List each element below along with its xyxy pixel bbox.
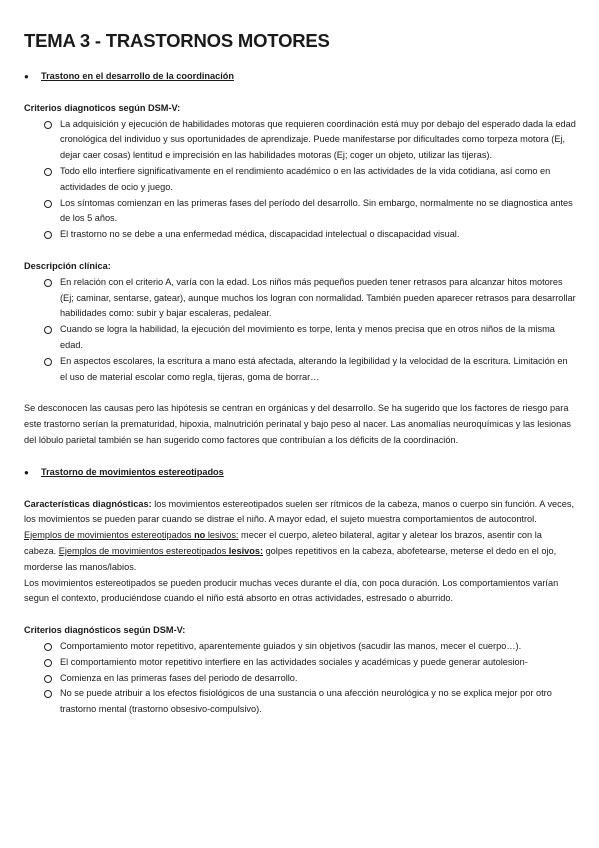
criteria-heading: Criterios diagnoticos según DSM-V: xyxy=(24,102,181,113)
lesive-label xyxy=(59,546,263,556)
list-item: El comportamiento motor repetitivo interfiere en las actividades sociales y académicas y puede generar autolesion- xyxy=(24,655,576,671)
nonlesive-text: mecer el cuerpo, aleteo bilateral, agitar y aletear los brazos, asentir con la cabeza. xyxy=(24,530,542,556)
criteria2-list xyxy=(24,639,576,718)
clinical-heading: Descripción clínica: xyxy=(24,260,111,271)
causes-paragraph: Se desconocen las causas pero las hipótesis se centran en orgánicas y del desarrollo. Se ha sugerido que los factores de riesgo para este trastorno serían la prematuridad, hipoxia, malnutrición perinatal y bajo peso al nacer. Las anomalías neuroquímicas y las lesionas del lóbulo parietal también se han sugerido como factores que contribuían a los déficits de la coordinación. xyxy=(24,403,571,445)
nonlesive-label-a: Ejemplos de movimientos estereotipados xyxy=(24,530,195,541)
nonlesive-label xyxy=(24,530,239,540)
bullet-dot-icon: ● xyxy=(24,467,29,477)
list-item: Cuando se logra la habilidad, la ejecución del movimiento es torpe, lenta y menos precisa que en otros niños de la misma edad. xyxy=(24,322,576,354)
list-item: El trastorno no se debe a una enfermedad médica, discapacidad intelectual o discapacidad visual. xyxy=(24,227,576,243)
lesive-text: golpes repetitivos en la cabeza, abofetearse, meterse el dedo en el ojo, morderse las manos/labios. xyxy=(24,545,557,572)
section1-heading-text: Trastono en el desarrollo de la coordinación xyxy=(41,71,234,81)
list-item: Todo ello interfiere significativamente en el rendimiento académico o en las actividades de la vida cotidiana, así como en actividades de ocio y juego. xyxy=(24,164,576,196)
list-item: Comportamiento motor repetitivo, aparentemente guiados y sin objetivos (sacudir las manos, mecer el cuerpo…). xyxy=(24,639,576,655)
list-item: En relación con el criterio A, varía con la edad. Los niños más pequeños pueden tener retrasos para alcanzar hitos motores (Ej; caminar, sentarse, gatear), aunque muchos los logran con normalidad. También pueden aparecer retrasos para desarrollar habilidades como: subir y bajar escaleras, pedalear. xyxy=(24,275,576,322)
criteria-list xyxy=(24,117,576,243)
section1-heading xyxy=(24,69,576,85)
lesive-label-a: Ejemplos de movimientos estereotipados xyxy=(58,545,229,556)
characteristics-text: los movimientos estereotipados suelen ser rítmicos de la cabeza, manos o cuerpo sin función. A veces, los movimientos se pueden parar cuando se distrae el niño. A mayor edad, el sujeto muestra comportamientos de autocontrol. xyxy=(24,498,575,525)
list-item: La adquisición y ejecución de habilidades motoras que requieren coordinación está muy por debajo del esperado dada la edad cronológica del individuo y sus oportunidades de aprendizaje. Puede manifestarse por dificultades como torpeza motora (Ej, dejar caer cosas) lentitud e imprecisión en las habilidades motoras (Ej; coger un objeto, utilizar las tijeras). xyxy=(24,117,576,164)
context-paragraph: Los movimientos estereotipados se pueden producir muchas veces durante el día, con poca duración. Los comportamientos varían segun el contexto, produciéndose cuando el niño está absorto en otras actividades, estresado o aburrido. xyxy=(24,577,559,604)
list-item: Comienza en las primeras fases del periodo de desarrollo. xyxy=(24,671,576,687)
list-item: No se puede atribuir a los efectos fisiológicos de una sustancia o una afección neurológica y no se explica mejor por otro trastorno mental (trastorno obsesivo-compulsivo). xyxy=(24,686,576,718)
bullet-dot-icon: ● xyxy=(24,72,29,81)
document-page xyxy=(24,30,576,734)
page-title: TEMA 3 - TRASTORNOS MOTORES xyxy=(24,30,330,51)
lesive-label-b: lesivos: xyxy=(228,545,264,556)
list-item: En aspectos escolares, la escritura a mano está afectada, alterando la legibilidad y la velocidad de la escritura. Limitación en el uso de material escolar como regla, tijeras, goma de borrar… xyxy=(24,354,576,386)
criteria2-heading: Criterios diagnósticos según DSM-V: xyxy=(24,625,186,636)
section2-heading-text: Trastorno de movimientos estereotipados xyxy=(41,466,224,477)
nonlesive-label-b: no xyxy=(194,530,206,541)
section2-heading xyxy=(24,465,576,481)
characteristics-paragraph xyxy=(24,497,576,576)
clinical-list xyxy=(24,275,576,386)
nonlesive-label-c: lesivos: xyxy=(205,530,239,541)
list-item: Los síntomas comienzan en las primeras fases del período del desarrollo. Sin embargo, normalmente no se diagnostica antes de los 5 años. xyxy=(24,196,576,228)
characteristics-label: Características diagnósticas: xyxy=(24,498,152,509)
